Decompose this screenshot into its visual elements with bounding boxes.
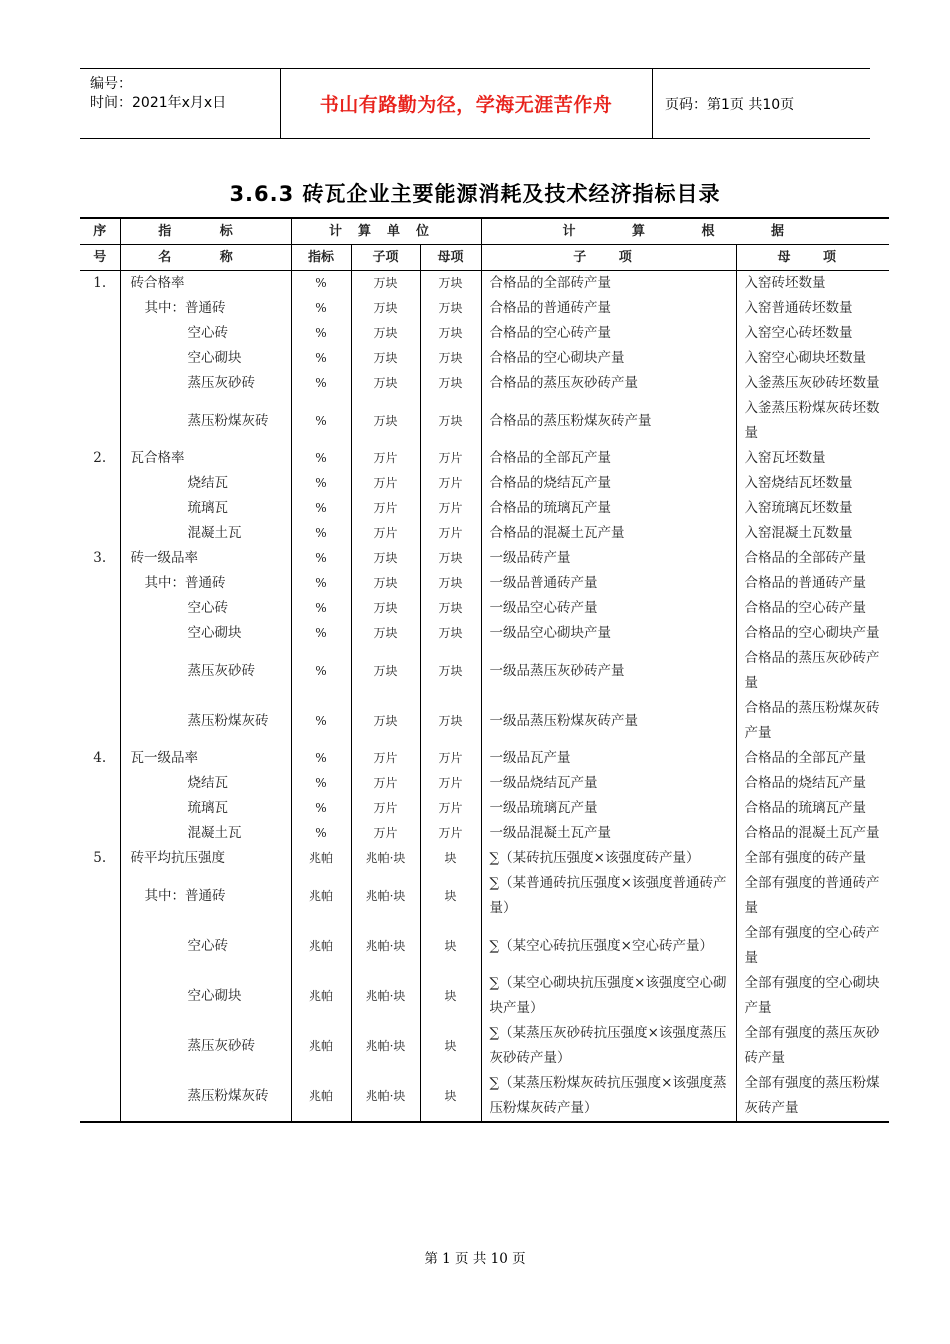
row-indicator-unit: %	[291, 646, 351, 696]
table-row	[80, 396, 889, 446]
row-numerator: 合格品的蒸压粉煤灰砖产量	[481, 396, 736, 446]
row-parent-unit: 块	[420, 1071, 481, 1122]
table-header-row-2	[80, 245, 889, 271]
table-body	[80, 271, 889, 1123]
row-sub-unit: 兆帕·块	[351, 971, 420, 1021]
row-seq	[80, 471, 120, 496]
row-indicator-unit: %	[291, 796, 351, 821]
row-name: 蒸压粉煤灰砖	[120, 696, 291, 746]
row-numerator: ∑（某蒸压粉煤灰砖抗压强度×该强度蒸压粉煤灰砖产量）	[481, 1071, 736, 1122]
row-sub-unit: 万片	[351, 771, 420, 796]
row-sub-unit: 兆帕·块	[351, 921, 420, 971]
table-row	[80, 971, 889, 1021]
table-row	[80, 821, 889, 846]
header-motto: 书山有路勤为径，学海无涯苦作舟	[280, 69, 653, 138]
row-sub-unit: 万块	[351, 396, 420, 446]
table-row	[80, 546, 889, 571]
header-sub: 子项	[351, 245, 420, 271]
row-name: 砖平均抗压强度	[120, 846, 291, 871]
row-numerator: 合格品的琉璃瓦产量	[481, 496, 736, 521]
row-denominator: 入窑空心砖坯数量	[736, 321, 889, 346]
table-row	[80, 296, 889, 321]
row-name: 蒸压粉煤灰砖	[120, 396, 291, 446]
row-sub-unit: 万块	[351, 696, 420, 746]
row-sub-unit: 万块	[351, 346, 420, 371]
row-indicator-unit: %	[291, 596, 351, 621]
row-seq	[80, 1021, 120, 1071]
row-seq	[80, 696, 120, 746]
row-indicator-unit: %	[291, 746, 351, 771]
row-parent-unit: 万片	[420, 446, 481, 471]
page-header	[80, 68, 870, 139]
row-numerator: ∑（某普通砖抗压强度×该强度普通砖产量）	[481, 871, 736, 921]
row-seq	[80, 571, 120, 596]
row-name: 其中：普通砖	[120, 296, 291, 321]
row-name: 空心砌块	[120, 621, 291, 646]
table-row	[80, 571, 889, 596]
row-seq	[80, 371, 120, 396]
header-basis-group: 计 算 根 据	[481, 218, 889, 245]
row-denominator: 合格品的空心砖产量	[736, 596, 889, 621]
header-zi: 子 项	[481, 245, 736, 271]
row-sub-unit: 万块	[351, 271, 420, 297]
row-parent-unit: 万片	[420, 496, 481, 521]
row-name: 混凝土瓦	[120, 821, 291, 846]
row-seq	[80, 921, 120, 971]
row-name: 蒸压灰砂砖	[120, 1021, 291, 1071]
row-parent-unit: 万块	[420, 371, 481, 396]
table-row	[80, 921, 889, 971]
row-indicator-unit: 兆帕	[291, 871, 351, 921]
row-seq	[80, 621, 120, 646]
row-sub-unit: 万块	[351, 621, 420, 646]
row-sub-unit: 万块	[351, 596, 420, 621]
table-row	[80, 596, 889, 621]
row-sub-unit: 万片	[351, 821, 420, 846]
row-seq	[80, 971, 120, 1021]
table-row	[80, 871, 889, 921]
row-denominator: 入窑烧结瓦坯数量	[736, 471, 889, 496]
row-denominator: 合格品的蒸压灰砂砖产量	[736, 646, 889, 696]
row-sub-unit: 万块	[351, 321, 420, 346]
row-seq: 5.	[93, 850, 107, 866]
table-row	[80, 1021, 889, 1071]
row-numerator: 一级品砖产量	[481, 546, 736, 571]
row-name: 砖合格率	[120, 271, 291, 297]
row-parent-unit: 块	[420, 1021, 481, 1071]
row-seq: 3.	[93, 550, 107, 566]
row-seq	[80, 296, 120, 321]
row-sub-unit: 万片	[351, 746, 420, 771]
row-name: 烧结瓦	[120, 471, 291, 496]
row-denominator: 入窑普通砖坯数量	[736, 296, 889, 321]
header-meta	[80, 69, 281, 138]
row-seq: 1.	[93, 275, 107, 291]
row-parent-unit: 块	[420, 971, 481, 1021]
row-numerator: ∑（某空心砌块抗压强度×该强度空心砌块产量）	[481, 971, 736, 1021]
row-seq: 4.	[93, 750, 107, 766]
header-unit-group: 计算单位	[291, 218, 481, 245]
row-parent-unit: 块	[420, 846, 481, 871]
row-parent-unit: 块	[420, 921, 481, 971]
row-name: 空心砖	[120, 921, 291, 971]
row-sub-unit: 万块	[351, 646, 420, 696]
row-denominator: 入窑混凝土瓦数量	[736, 521, 889, 546]
row-name: 蒸压灰砂砖	[120, 646, 291, 696]
row-indicator-unit: %	[291, 771, 351, 796]
row-parent-unit: 万片	[420, 821, 481, 846]
row-denominator: 入窑瓦坯数量	[736, 446, 889, 471]
row-parent-unit: 万块	[420, 621, 481, 646]
row-seq	[80, 346, 120, 371]
row-numerator: ∑（某蒸压灰砂砖抗压强度×该强度蒸压灰砂砖产量）	[481, 1021, 736, 1071]
row-seq	[80, 821, 120, 846]
row-numerator: 一级品瓦产量	[481, 746, 736, 771]
row-indicator-unit: %	[291, 521, 351, 546]
row-denominator: 入釜蒸压粉煤灰砖坯数量	[736, 396, 889, 446]
header-ind: 指标	[291, 245, 351, 271]
header-name: 名 称	[120, 245, 291, 271]
row-sub-unit: 兆帕·块	[351, 1021, 420, 1071]
page-title: 3.6.3 砖瓦企业主要能源消耗及技术经济指标目录	[229, 182, 721, 206]
table-row	[80, 496, 889, 521]
row-numerator: 合格品的混凝土瓦产量	[481, 521, 736, 546]
row-denominator: 合格品的空心砌块产量	[736, 621, 889, 646]
table-row	[80, 746, 889, 771]
row-parent-unit: 万块	[420, 546, 481, 571]
row-numerator: 一级品空心砌块产量	[481, 621, 736, 646]
row-name: 其中：普通砖	[120, 871, 291, 921]
row-denominator: 全部有强度的普通砖产量	[736, 871, 889, 921]
row-denominator: 合格品的烧结瓦产量	[736, 771, 889, 796]
table-row	[80, 771, 889, 796]
row-numerator: 一级品空心砖产量	[481, 596, 736, 621]
row-indicator-unit: %	[291, 471, 351, 496]
row-sub-unit: 万块	[351, 546, 420, 571]
row-name: 砖一级品率	[120, 546, 291, 571]
row-indicator-unit: %	[291, 446, 351, 471]
row-parent-unit: 万块	[420, 321, 481, 346]
time-label: 时间：2021年x月x日	[90, 95, 227, 111]
table-row	[80, 321, 889, 346]
row-name: 空心砌块	[120, 346, 291, 371]
row-seq	[80, 396, 120, 446]
row-denominator: 全部有强度的空心砌块产量	[736, 971, 889, 1021]
table-row	[80, 796, 889, 821]
row-seq	[80, 796, 120, 821]
row-name: 混凝土瓦	[120, 521, 291, 546]
row-seq	[80, 1071, 120, 1122]
row-sub-unit: 兆帕·块	[351, 1071, 420, 1122]
row-numerator: 合格品的空心砌块产量	[481, 346, 736, 371]
row-seq	[80, 871, 120, 921]
row-numerator: 合格品的空心砖产量	[481, 321, 736, 346]
row-indicator-unit: %	[291, 321, 351, 346]
row-parent-unit: 万片	[420, 471, 481, 496]
table-row	[80, 1071, 889, 1122]
row-numerator: 一级品蒸压粉煤灰砖产量	[481, 696, 736, 746]
row-seq	[80, 521, 120, 546]
row-denominator: 合格品的全部砖产量	[736, 546, 889, 571]
row-parent-unit: 万片	[420, 521, 481, 546]
row-parent-unit: 万块	[420, 271, 481, 297]
row-denominator: 入窑砖坯数量	[736, 271, 889, 297]
row-parent-unit: 万块	[420, 296, 481, 321]
row-indicator-unit: 兆帕	[291, 846, 351, 871]
row-seq	[80, 321, 120, 346]
row-name: 琉璃瓦	[120, 496, 291, 521]
row-name: 空心砖	[120, 596, 291, 621]
row-name: 蒸压粉煤灰砖	[120, 1071, 291, 1122]
row-denominator: 全部有强度的蒸压灰砂砖产量	[736, 1021, 889, 1071]
row-seq	[80, 646, 120, 696]
code-label: 编号：	[90, 76, 132, 92]
row-denominator: 入窑琉璃瓦坯数量	[736, 496, 889, 521]
row-sub-unit: 万块	[351, 296, 420, 321]
row-indicator-unit: %	[291, 621, 351, 646]
row-denominator: 全部有强度的砖产量	[736, 846, 889, 871]
row-numerator: 一级品蒸压灰砂砖产量	[481, 646, 736, 696]
row-sub-unit: 万片	[351, 521, 420, 546]
row-parent-unit: 万片	[420, 746, 481, 771]
row-numerator: 一级品琉璃瓦产量	[481, 796, 736, 821]
row-sub-unit: 万块	[351, 371, 420, 396]
row-parent-unit: 万片	[420, 796, 481, 821]
row-denominator: 合格品的全部瓦产量	[736, 746, 889, 771]
row-name: 其中：普通砖	[120, 571, 291, 596]
row-sub-unit: 兆帕·块	[351, 846, 420, 871]
table-row	[80, 521, 889, 546]
row-indicator-unit: %	[291, 696, 351, 746]
page-footer: 第 1 页 共 10 页	[424, 1251, 526, 1267]
row-denominator: 合格品的普通砖产量	[736, 571, 889, 596]
row-denominator: 合格品的蒸压粉煤灰砖产量	[736, 696, 889, 746]
row-name: 瓦一级品率	[120, 746, 291, 771]
row-indicator-unit: 兆帕	[291, 1071, 351, 1122]
table-header-row-1	[80, 218, 889, 245]
row-indicator-unit: %	[291, 346, 351, 371]
row-numerator: 合格品的普通砖产量	[481, 296, 736, 321]
row-name: 蒸压灰砂砖	[120, 371, 291, 396]
row-sub-unit: 万片	[351, 496, 420, 521]
row-numerator: ∑（某空心砖抗压强度×空心砖产量）	[481, 921, 736, 971]
row-numerator: 合格品的全部瓦产量	[481, 446, 736, 471]
row-seq	[80, 596, 120, 621]
table-row	[80, 646, 889, 696]
row-indicator-unit: %	[291, 271, 351, 297]
row-sub-unit: 万片	[351, 446, 420, 471]
row-denominator: 合格品的琉璃瓦产量	[736, 796, 889, 821]
table-row	[80, 471, 889, 496]
row-indicator-unit: %	[291, 296, 351, 321]
row-sub-unit: 万片	[351, 796, 420, 821]
indicator-table	[80, 217, 889, 1123]
row-numerator: 一级品烧结瓦产量	[481, 771, 736, 796]
row-numerator: ∑（某砖抗压强度×该强度砖产量）	[481, 846, 736, 871]
row-parent-unit: 万块	[420, 346, 481, 371]
row-name: 琉璃瓦	[120, 796, 291, 821]
row-indicator-unit: %	[291, 546, 351, 571]
row-parent-unit: 万块	[420, 396, 481, 446]
row-seq	[80, 771, 120, 796]
row-seq	[80, 496, 120, 521]
row-indicator-unit: %	[291, 571, 351, 596]
header-indicator: 指 标	[120, 218, 291, 245]
header-no: 号	[80, 245, 120, 271]
table-row	[80, 621, 889, 646]
row-denominator: 全部有强度的蒸压粉煤灰砖产量	[736, 1071, 889, 1122]
row-numerator: 一级品混凝土瓦产量	[481, 821, 736, 846]
row-name: 空心砖	[120, 321, 291, 346]
row-denominator: 入釜蒸压灰砂砖坯数量	[736, 371, 889, 396]
row-sub-unit: 万片	[351, 471, 420, 496]
row-indicator-unit: %	[291, 821, 351, 846]
row-indicator-unit: 兆帕	[291, 921, 351, 971]
row-seq: 2.	[93, 450, 107, 466]
row-parent-unit: 万片	[420, 771, 481, 796]
row-indicator-unit: 兆帕	[291, 971, 351, 1021]
table-row	[80, 271, 889, 297]
row-name: 瓦合格率	[120, 446, 291, 471]
row-sub-unit: 万块	[351, 571, 420, 596]
table-row	[80, 371, 889, 396]
row-numerator: 合格品的烧结瓦产量	[481, 471, 736, 496]
row-numerator: 合格品的蒸压灰砂砖产量	[481, 371, 736, 396]
row-name: 空心砌块	[120, 971, 291, 1021]
table-row	[80, 346, 889, 371]
row-sub-unit: 兆帕·块	[351, 871, 420, 921]
table-row	[80, 446, 889, 471]
page-info: 页码：第1页 共10页	[665, 96, 795, 113]
row-parent-unit: 万块	[420, 646, 481, 696]
row-denominator: 全部有强度的空心砖产量	[736, 921, 889, 971]
row-indicator-unit: %	[291, 496, 351, 521]
table-row	[80, 846, 889, 871]
row-indicator-unit: 兆帕	[291, 1021, 351, 1071]
row-parent-unit: 万块	[420, 596, 481, 621]
row-name: 烧结瓦	[120, 771, 291, 796]
row-indicator-unit: %	[291, 371, 351, 396]
row-indicator-unit: %	[291, 396, 351, 446]
header-seq: 序	[93, 224, 107, 239]
row-denominator: 入窑空心砌块坯数量	[736, 346, 889, 371]
row-parent-unit: 块	[420, 871, 481, 921]
table-row	[80, 696, 889, 746]
row-parent-unit: 万块	[420, 571, 481, 596]
row-numerator: 一级品普通砖产量	[481, 571, 736, 596]
row-parent-unit: 万块	[420, 696, 481, 746]
row-numerator: 合格品的全部砖产量	[481, 271, 736, 297]
row-denominator: 合格品的混凝土瓦产量	[736, 821, 889, 846]
header-par: 母项	[420, 245, 481, 271]
header-mu: 母 项	[736, 245, 889, 271]
